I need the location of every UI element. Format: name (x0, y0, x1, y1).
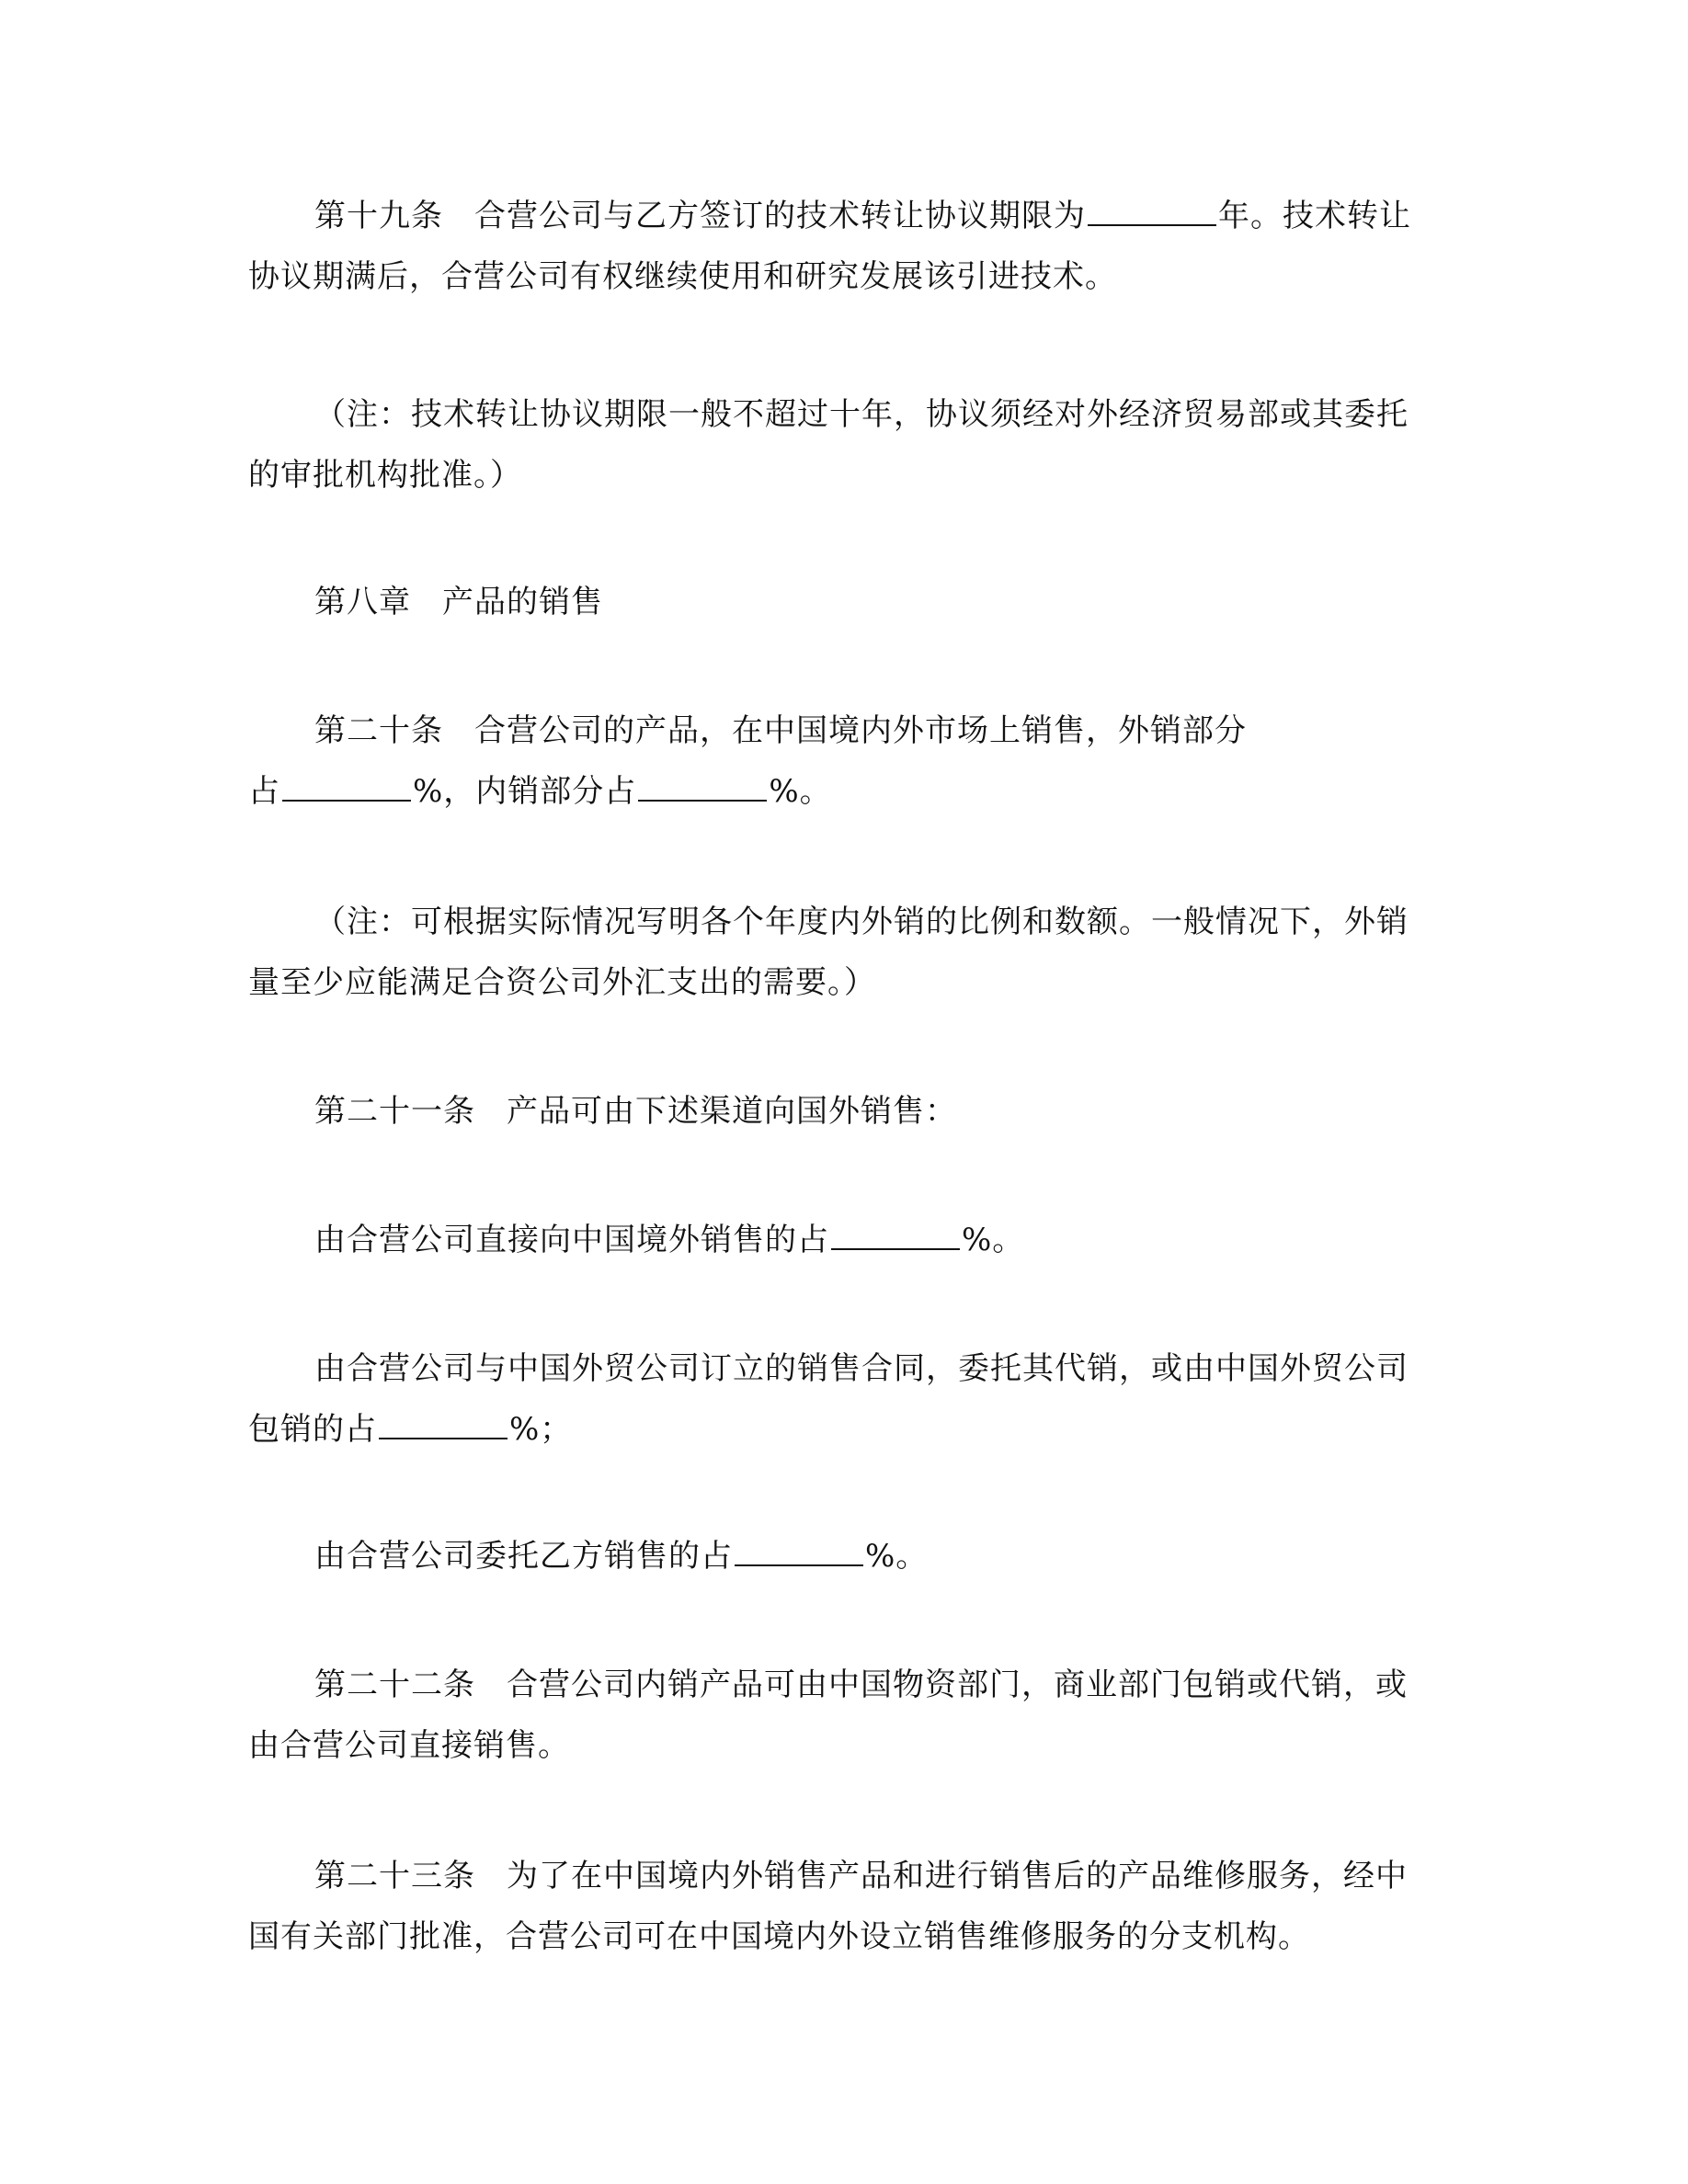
article-22 (248, 1655, 1443, 1776)
article-heading: 第二十条 (314, 712, 443, 749)
note-text-line: 量至少应能满足合资公司外汇支出的需要。） (248, 964, 876, 1001)
note-text-line: 的审批机构批准。） (248, 457, 522, 494)
article-text: 年。技术转让 (1218, 198, 1411, 234)
article-text-line: 协议期满后，合营公司有权继续使用和研究发展该引进技术。 (248, 258, 1117, 295)
note-text-line: （注：技术转让协议期限一般不超过十年，协议须经对外经济贸易部或其委托 (314, 396, 1409, 433)
article-20 (248, 700, 1443, 822)
sales-channel-3 (248, 1526, 1443, 1587)
channel-text: %。 (962, 1222, 1025, 1258)
note-20 (248, 892, 1443, 1013)
fill-in-blank[interactable] (735, 1537, 863, 1566)
sales-channel-1 (248, 1210, 1443, 1270)
article-heading: 第十九条 (314, 198, 443, 234)
article-heading: 第二十三条 (314, 1858, 475, 1894)
channel-text: %； (509, 1411, 573, 1448)
article-text: 合营公司内销产品可由中国物资部门，商业部门包销或代销，或 (507, 1666, 1408, 1703)
note-19 (248, 384, 1443, 506)
channel-text: 由合营公司直接向中国境外销售的占 (314, 1222, 829, 1258)
article-text: 合营公司与乙方签订的技术转让协议期限为 (474, 198, 1086, 234)
chapter-8-heading (248, 572, 1443, 632)
channel-text: %。 (865, 1538, 929, 1575)
article-text: 合营公司的产品，在中国境内外市场上销售，外销部分 (474, 712, 1247, 749)
article-text: %，内销部分占 (413, 773, 637, 810)
channel-text: 包销的占 (248, 1411, 377, 1448)
article-text: %。 (769, 773, 832, 810)
channel-text-line: 由合营公司与中国外贸公司订立的销售合同，委托其代销，或由中国外贸公司 (314, 1350, 1409, 1387)
note-text-line: （注：可根据实际情况写明各个年度内外销的比例和数额。一般情况下，外销 (314, 904, 1409, 940)
sales-channel-2 (248, 1338, 1443, 1460)
fill-in-blank[interactable] (379, 1410, 508, 1439)
article-text: 占 (248, 773, 280, 810)
chapter-number: 第八章 (314, 584, 411, 620)
article-21 (248, 1081, 1443, 1142)
article-23 (248, 1846, 1443, 1967)
fill-in-blank[interactable] (282, 772, 411, 802)
article-text-line: 由合营公司直接销售。 (248, 1727, 570, 1764)
chapter-title: 产品的销售 (442, 584, 603, 620)
article-heading: 第二十一条 (314, 1093, 475, 1130)
article-text-line: 国有关部门批准，合营公司可在中国境内外设立销售维修服务的分支机构。 (248, 1918, 1310, 1955)
channel-text: 由合营公司委托乙方销售的占 (314, 1538, 733, 1575)
article-text: 产品可由下述渠道向国外销售： (507, 1093, 957, 1130)
article-text: 为了在中国境内外销售产品和进行销售后的产品维修服务，经中 (507, 1858, 1408, 1894)
fill-in-blank[interactable] (638, 772, 767, 802)
article-19 (248, 186, 1443, 307)
article-heading: 第二十二条 (314, 1666, 475, 1703)
fill-in-blank[interactable] (1088, 197, 1216, 226)
fill-in-blank[interactable] (831, 1221, 960, 1250)
